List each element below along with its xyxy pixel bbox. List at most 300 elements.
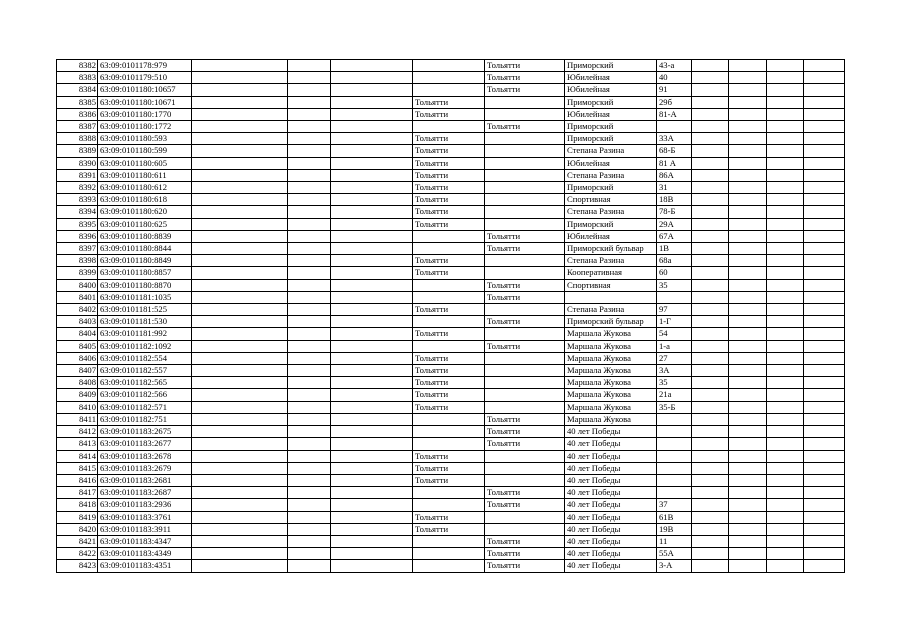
empty-cell — [804, 413, 845, 425]
empty-cell — [804, 243, 845, 255]
cadastral-number: 63:09:0101183:2678 — [98, 450, 192, 462]
empty-cell — [729, 413, 767, 425]
empty-cell — [804, 96, 845, 108]
registry-table — [56, 59, 845, 573]
street-cell: Маршала Жукова — [565, 389, 657, 401]
empty-cell — [767, 72, 804, 84]
street-cell: 40 лет Победы — [565, 462, 657, 474]
city-cell: Тольятти — [413, 377, 485, 389]
empty-cell — [692, 279, 729, 291]
street-cell: Маршала Жукова — [565, 413, 657, 425]
house-number-cell: 61В — [657, 511, 692, 523]
empty-cell — [331, 145, 413, 157]
empty-cell — [192, 218, 288, 230]
empty-cell — [331, 450, 413, 462]
empty-cell — [288, 108, 331, 120]
empty-cell — [729, 328, 767, 340]
city-cell — [485, 206, 565, 218]
empty-cell — [804, 133, 845, 145]
empty-cell — [767, 157, 804, 169]
empty-cell — [331, 267, 413, 279]
table-row — [57, 499, 845, 511]
empty-cell — [192, 267, 288, 279]
city-cell — [413, 560, 485, 572]
city-cell — [485, 523, 565, 535]
empty-cell — [192, 133, 288, 145]
empty-cell — [192, 462, 288, 474]
row-number: 8384 — [57, 84, 98, 96]
empty-cell — [692, 511, 729, 523]
empty-cell — [331, 389, 413, 401]
empty-cell — [804, 462, 845, 474]
city-cell — [413, 499, 485, 511]
table-row — [57, 267, 845, 279]
empty-cell — [288, 206, 331, 218]
cadastral-number: 63:09:0101180:593 — [98, 133, 192, 145]
empty-cell — [192, 438, 288, 450]
house-number-cell — [657, 474, 692, 486]
row-number: 8418 — [57, 499, 98, 511]
table-row — [57, 279, 845, 291]
empty-cell — [804, 535, 845, 547]
table-row — [57, 560, 845, 572]
street-cell: 40 лет Победы — [565, 511, 657, 523]
empty-cell — [729, 474, 767, 486]
empty-cell — [692, 535, 729, 547]
empty-cell — [288, 182, 331, 194]
empty-cell — [767, 401, 804, 413]
city-cell — [413, 291, 485, 303]
empty-cell — [331, 511, 413, 523]
city-cell: Тольятти — [485, 72, 565, 84]
city-cell — [413, 121, 485, 133]
empty-cell — [331, 535, 413, 547]
empty-cell — [331, 474, 413, 486]
table-row — [57, 426, 845, 438]
row-number: 8406 — [57, 352, 98, 364]
empty-cell — [804, 401, 845, 413]
empty-cell — [192, 243, 288, 255]
empty-cell — [729, 182, 767, 194]
empty-cell — [288, 413, 331, 425]
street-cell: Маршала Жукова — [565, 328, 657, 340]
empty-cell — [288, 352, 331, 364]
city-cell — [413, 316, 485, 328]
empty-cell — [692, 365, 729, 377]
empty-cell — [192, 560, 288, 572]
table-row — [57, 182, 845, 194]
city-cell: Тольятти — [485, 548, 565, 560]
street-cell: 40 лет Победы — [565, 474, 657, 486]
empty-cell — [692, 413, 729, 425]
empty-cell — [767, 365, 804, 377]
empty-cell — [804, 523, 845, 535]
house-number-cell — [657, 413, 692, 425]
house-number-cell: 1-а — [657, 340, 692, 352]
empty-cell — [804, 365, 845, 377]
street-cell: 40 лет Победы — [565, 560, 657, 572]
table-row — [57, 462, 845, 474]
cadastral-number: 63:09:0101180:8870 — [98, 279, 192, 291]
empty-cell — [729, 133, 767, 145]
empty-cell — [729, 121, 767, 133]
cadastral-number: 63:09:0101180:605 — [98, 157, 192, 169]
empty-cell — [331, 60, 413, 72]
empty-cell — [692, 169, 729, 181]
house-number-cell: 31 — [657, 182, 692, 194]
city-cell: Тольятти — [413, 169, 485, 181]
empty-cell — [767, 316, 804, 328]
row-number: 8383 — [57, 72, 98, 84]
street-cell: Юбилейная — [565, 157, 657, 169]
city-cell — [485, 267, 565, 279]
house-number-cell: 60 — [657, 267, 692, 279]
row-number: 8400 — [57, 279, 98, 291]
empty-cell — [288, 462, 331, 474]
empty-cell — [729, 243, 767, 255]
city-cell: Тольятти — [413, 511, 485, 523]
cadastral-number: 63:09:0101183:2936 — [98, 499, 192, 511]
empty-cell — [729, 340, 767, 352]
house-number-cell: 29б — [657, 96, 692, 108]
city-cell — [485, 474, 565, 486]
house-number-cell — [657, 291, 692, 303]
house-number-cell: 54 — [657, 328, 692, 340]
empty-cell — [729, 401, 767, 413]
city-cell: Тольятти — [413, 133, 485, 145]
empty-cell — [331, 230, 413, 242]
empty-cell — [192, 279, 288, 291]
empty-cell — [192, 72, 288, 84]
empty-cell — [288, 84, 331, 96]
empty-cell — [729, 206, 767, 218]
empty-cell — [692, 499, 729, 511]
house-number-cell: 91 — [657, 84, 692, 96]
city-cell: Тольятти — [413, 462, 485, 474]
city-cell — [485, 389, 565, 401]
empty-cell — [804, 157, 845, 169]
empty-cell — [692, 194, 729, 206]
empty-cell — [767, 426, 804, 438]
table-row — [57, 218, 845, 230]
city-cell: Тольятти — [413, 389, 485, 401]
empty-cell — [288, 511, 331, 523]
empty-cell — [288, 145, 331, 157]
empty-cell — [288, 279, 331, 291]
empty-cell — [288, 218, 331, 230]
city-cell — [413, 60, 485, 72]
row-number: 8403 — [57, 316, 98, 328]
row-number: 8388 — [57, 133, 98, 145]
city-cell: Тольятти — [413, 352, 485, 364]
house-number-cell — [657, 426, 692, 438]
city-cell: Тольятти — [485, 291, 565, 303]
empty-cell — [331, 133, 413, 145]
empty-cell — [729, 499, 767, 511]
empty-cell — [288, 340, 331, 352]
empty-cell — [192, 474, 288, 486]
city-cell — [413, 426, 485, 438]
table-row — [57, 316, 845, 328]
empty-cell — [729, 108, 767, 120]
empty-cell — [692, 487, 729, 499]
empty-cell — [192, 60, 288, 72]
empty-cell — [288, 499, 331, 511]
empty-cell — [692, 426, 729, 438]
empty-cell — [192, 401, 288, 413]
empty-cell — [729, 316, 767, 328]
row-number: 8389 — [57, 145, 98, 157]
street-cell: Юбилейная — [565, 84, 657, 96]
street-cell: Маршала Жукова — [565, 352, 657, 364]
cadastral-number: 63:09:0101180:618 — [98, 194, 192, 206]
cadastral-number: 63:09:0101180:612 — [98, 182, 192, 194]
street-cell: Юбилейная — [565, 230, 657, 242]
empty-cell — [767, 474, 804, 486]
empty-cell — [804, 352, 845, 364]
empty-cell — [767, 352, 804, 364]
city-cell: Тольятти — [485, 499, 565, 511]
row-number: 8399 — [57, 267, 98, 279]
empty-cell — [192, 206, 288, 218]
empty-cell — [804, 84, 845, 96]
row-number: 8393 — [57, 194, 98, 206]
empty-cell — [192, 535, 288, 547]
empty-cell — [804, 438, 845, 450]
row-number: 8412 — [57, 426, 98, 438]
empty-cell — [692, 60, 729, 72]
street-cell: Приморский — [565, 121, 657, 133]
cadastral-number: 63:09:0101180:620 — [98, 206, 192, 218]
empty-cell — [192, 96, 288, 108]
empty-cell — [729, 511, 767, 523]
empty-cell — [692, 316, 729, 328]
empty-cell — [288, 426, 331, 438]
city-cell: Тольятти — [485, 340, 565, 352]
row-number: 8392 — [57, 182, 98, 194]
empty-cell — [692, 352, 729, 364]
empty-cell — [804, 316, 845, 328]
city-cell — [485, 96, 565, 108]
empty-cell — [804, 548, 845, 560]
city-cell — [413, 230, 485, 242]
cadastral-number: 63:09:0101181:992 — [98, 328, 192, 340]
empty-cell — [729, 218, 767, 230]
empty-cell — [729, 560, 767, 572]
empty-cell — [192, 377, 288, 389]
row-number: 8423 — [57, 560, 98, 572]
empty-cell — [804, 182, 845, 194]
city-cell: Тольятти — [413, 304, 485, 316]
empty-cell — [331, 560, 413, 572]
row-number: 8401 — [57, 291, 98, 303]
empty-cell — [729, 377, 767, 389]
city-cell: Тольятти — [413, 108, 485, 120]
city-cell: Тольятти — [413, 255, 485, 267]
empty-cell — [288, 243, 331, 255]
empty-cell — [288, 487, 331, 499]
empty-cell — [288, 194, 331, 206]
cadastral-number: 63:09:0101183:4349 — [98, 548, 192, 560]
empty-cell — [331, 365, 413, 377]
empty-cell — [729, 279, 767, 291]
empty-cell — [288, 328, 331, 340]
row-number: 8405 — [57, 340, 98, 352]
empty-cell — [331, 499, 413, 511]
street-cell: Степана Разина — [565, 145, 657, 157]
table-row — [57, 133, 845, 145]
empty-cell — [331, 108, 413, 120]
empty-cell — [804, 267, 845, 279]
city-cell — [485, 182, 565, 194]
empty-cell — [288, 377, 331, 389]
empty-cell — [692, 230, 729, 242]
empty-cell — [331, 291, 413, 303]
empty-cell — [804, 426, 845, 438]
empty-cell — [288, 474, 331, 486]
house-number-cell: 97 — [657, 304, 692, 316]
empty-cell — [767, 291, 804, 303]
cadastral-number: 63:09:0101183:2677 — [98, 438, 192, 450]
street-cell: Приморский — [565, 96, 657, 108]
cadastral-number: 63:09:0101180:8844 — [98, 243, 192, 255]
empty-cell — [767, 96, 804, 108]
empty-cell — [767, 182, 804, 194]
empty-cell — [192, 121, 288, 133]
house-number-cell: 68а — [657, 255, 692, 267]
house-number-cell: 35 — [657, 279, 692, 291]
table-row — [57, 511, 845, 523]
table-row — [57, 243, 845, 255]
cadastral-number: 63:09:0101182:751 — [98, 413, 192, 425]
empty-cell — [288, 438, 331, 450]
table-row — [57, 438, 845, 450]
row-number: 8385 — [57, 96, 98, 108]
row-number: 8394 — [57, 206, 98, 218]
house-number-cell: 81 А — [657, 157, 692, 169]
empty-cell — [804, 377, 845, 389]
table-row — [57, 401, 845, 413]
cadastral-number: 63:09:0101180:1772 — [98, 121, 192, 133]
cadastral-number: 63:09:0101183:2681 — [98, 474, 192, 486]
city-cell: Тольятти — [485, 230, 565, 242]
empty-cell — [767, 304, 804, 316]
city-cell — [485, 108, 565, 120]
empty-cell — [804, 72, 845, 84]
city-cell — [413, 535, 485, 547]
empty-cell — [729, 487, 767, 499]
empty-cell — [804, 194, 845, 206]
empty-cell — [331, 157, 413, 169]
table-row — [57, 523, 845, 535]
empty-cell — [692, 450, 729, 462]
empty-cell — [331, 279, 413, 291]
empty-cell — [804, 60, 845, 72]
city-cell: Тольятти — [485, 426, 565, 438]
city-cell: Тольятти — [485, 438, 565, 450]
cadastral-number: 63:09:0101180:10657 — [98, 84, 192, 96]
street-cell: 40 лет Победы — [565, 535, 657, 547]
row-number: 8391 — [57, 169, 98, 181]
table-row — [57, 108, 845, 120]
row-number: 8415 — [57, 462, 98, 474]
street-cell: Приморский — [565, 60, 657, 72]
house-number-cell: 18В — [657, 194, 692, 206]
street-cell: 40 лет Победы — [565, 487, 657, 499]
empty-cell — [767, 255, 804, 267]
empty-cell — [331, 340, 413, 352]
empty-cell — [192, 316, 288, 328]
table-row — [57, 121, 845, 133]
empty-cell — [692, 121, 729, 133]
city-cell: Тольятти — [485, 279, 565, 291]
city-cell — [485, 377, 565, 389]
cadastral-number: 63:09:0101178:979 — [98, 60, 192, 72]
empty-cell — [767, 389, 804, 401]
empty-cell — [767, 450, 804, 462]
table-row — [57, 304, 845, 316]
row-number: 8407 — [57, 365, 98, 377]
table-row — [57, 96, 845, 108]
street-cell: Юбилейная — [565, 72, 657, 84]
cadastral-number: 63:09:0101180:1770 — [98, 108, 192, 120]
table-row — [57, 84, 845, 96]
house-number-cell: 55А — [657, 548, 692, 560]
cadastral-number: 63:09:0101180:8857 — [98, 267, 192, 279]
house-number-cell: 3А — [657, 365, 692, 377]
empty-cell — [804, 291, 845, 303]
empty-cell — [331, 121, 413, 133]
city-cell: Тольятти — [485, 60, 565, 72]
street-cell: 40 лет Победы — [565, 438, 657, 450]
city-cell — [413, 340, 485, 352]
cadastral-number: 63:09:0101183:4347 — [98, 535, 192, 547]
empty-cell — [767, 145, 804, 157]
empty-cell — [192, 169, 288, 181]
table-row — [57, 389, 845, 401]
empty-cell — [288, 523, 331, 535]
street-cell: 40 лет Победы — [565, 548, 657, 560]
house-number-cell: 86А — [657, 169, 692, 181]
empty-cell — [331, 487, 413, 499]
empty-cell — [288, 560, 331, 572]
empty-cell — [288, 548, 331, 560]
cadastral-number: 63:09:0101182:554 — [98, 352, 192, 364]
table-row — [57, 365, 845, 377]
empty-cell — [692, 182, 729, 194]
table-row — [57, 328, 845, 340]
empty-cell — [804, 474, 845, 486]
city-cell — [485, 328, 565, 340]
empty-cell — [331, 84, 413, 96]
empty-cell — [331, 218, 413, 230]
table-row — [57, 487, 845, 499]
street-cell: Приморский бульвар — [565, 243, 657, 255]
empty-cell — [767, 267, 804, 279]
house-number-cell: 43-а — [657, 60, 692, 72]
city-cell — [413, 84, 485, 96]
city-cell — [413, 279, 485, 291]
empty-cell — [331, 255, 413, 267]
empty-cell — [692, 389, 729, 401]
city-cell — [485, 255, 565, 267]
table-row — [57, 291, 845, 303]
row-number: 8410 — [57, 401, 98, 413]
empty-cell — [767, 108, 804, 120]
table-row — [57, 413, 845, 425]
empty-cell — [192, 413, 288, 425]
empty-cell — [331, 206, 413, 218]
